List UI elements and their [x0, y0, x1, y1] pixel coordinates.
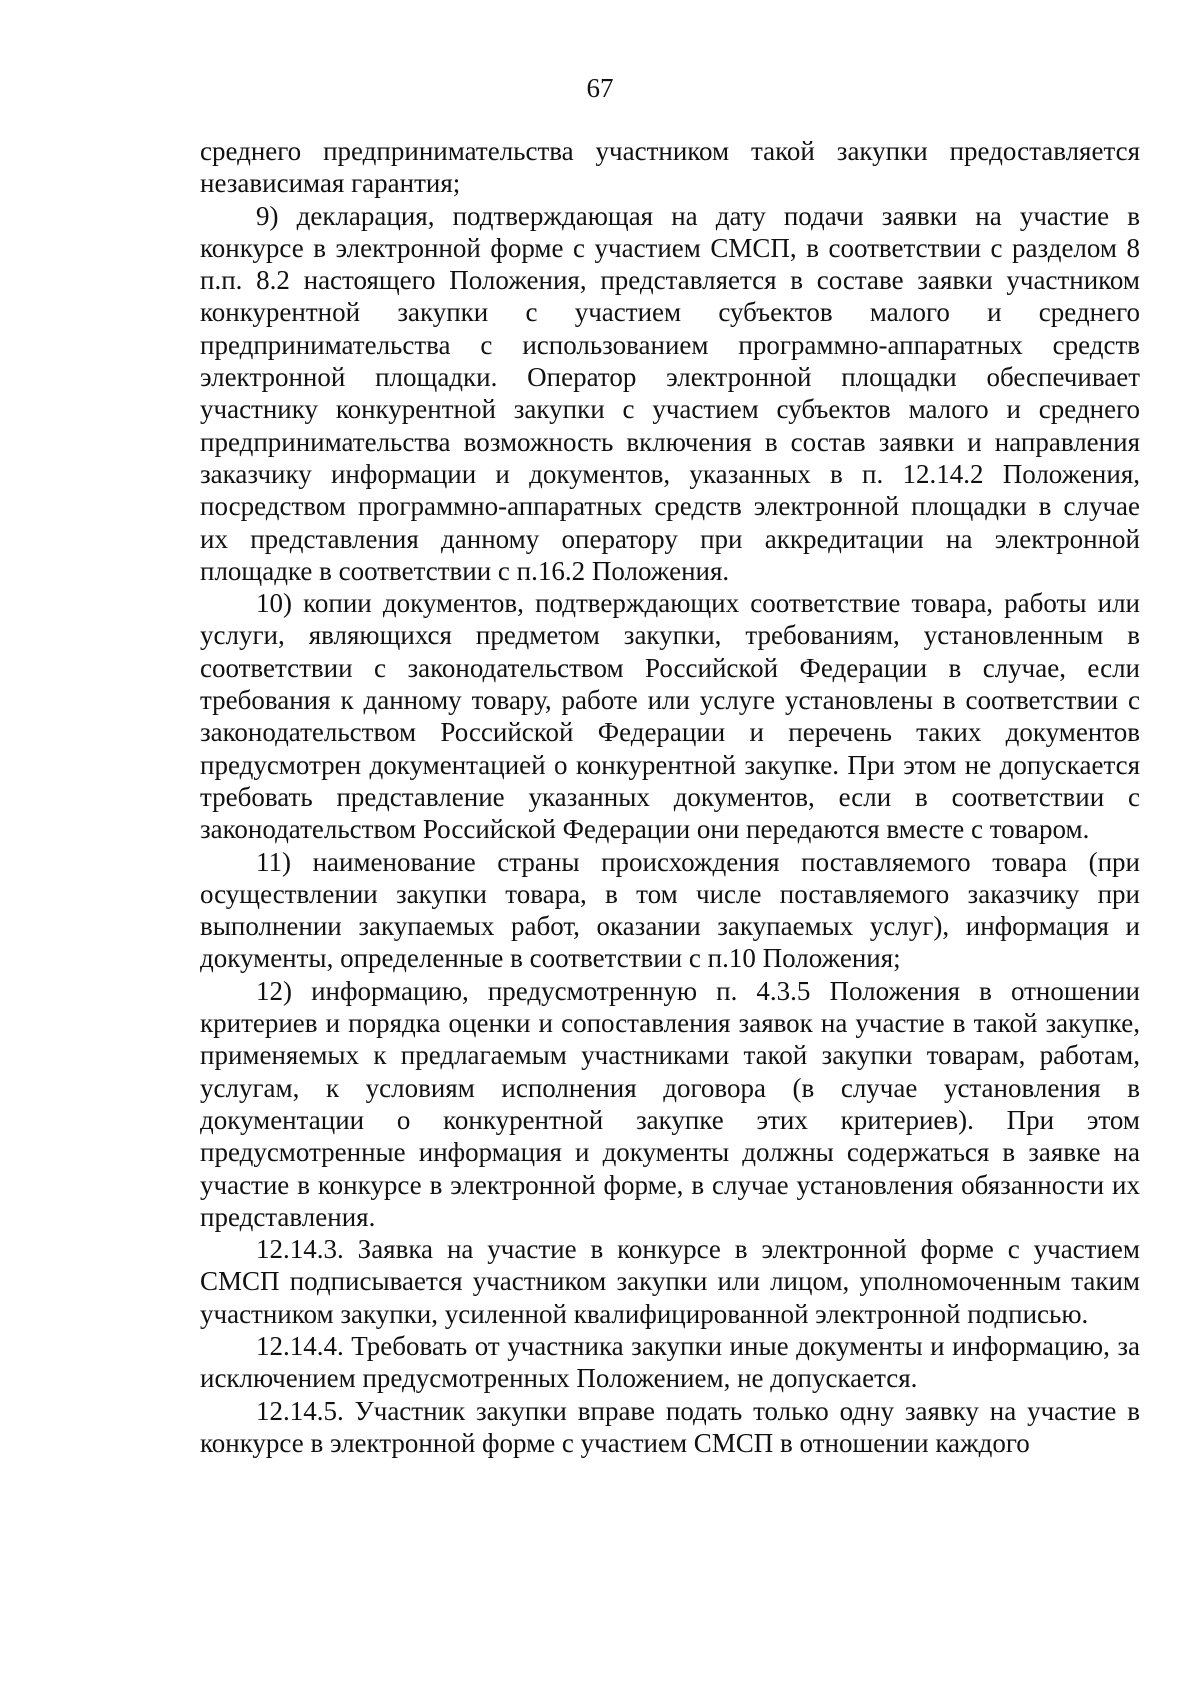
- paragraph-item-12: 12) информацию, предусмотренную п. 4.3.5 Положения в отношении критериев и порядка оценки и сопоставления заявок на участие в такой закупке, применяемых к предлагаемым участниками такой закупки товарам, работам, услугам, к условиям исполнения договора (в случае установления в документации о конкурентной закупке этих критериев). При этом предусмотренные информация и документы должны содержаться в заявке на участие в конкурсе в электронной форме, в случае установления обязанности их представления.: [200, 975, 1140, 1232]
- paragraph-item-11: 11) наименование страны происхождения поставляемого товара (при осуществлении закупки товара, в том числе поставляемого заказчику при выполнении закупаемых работ, оказании закупаемых услуг), информация и документы, определенные в соответствии с п.10 Положения;: [200, 846, 1140, 974]
- paragraph-continuation: среднего предпринимательства участником такой закупки предоставляется независимая гарантия;: [200, 136, 1140, 199]
- paragraph-item-9: 9) декларация, подтверждающая на дату подачи заявки на участие в конкурсе в электронной форме с участием СМСП, в соответствии с разделом 8 п.п. 8.2 настоящего Положения, представляется в составе заявки участником конкурентной закупки с участием субъектов малого и среднего предпринимательства с использованием программно-аппаратных средств электронной площадки. Оператор электронной площадки обеспечивает участнику конкурентной закупки с участием субъектов малого и среднего предпринимательства возможность включения в состав заявки и направления заказчику информации и документов, указанных в п. 12.14.2 Положения, посредством программно-аппаратных средств электронной площадки в случае их представления данному оператору при аккредитации на электронной площадке в соответствии с п.16.2 Положения.: [200, 200, 1140, 586]
- paragraph-12-14-5: 12.14.5. Участник закупки вправе подать только одну заявку на участие в конкурсе в электронной форме с участием СМСП в отношении каждого: [200, 1395, 1140, 1458]
- paragraph-12-14-4: 12.14.4. Требовать от участника закупки иные документы и информацию, за исключением предусмотренных Положением, не допускается.: [200, 1330, 1140, 1394]
- page-number: 67: [586, 73, 614, 103]
- paragraph-item-10: 10) копии документов, подтверждающих соответствие товара, работы или услуги, являющихся предметом закупки, требованиям, установленным в соответствии с законодательством Российской Федерации в случае, если требования к данному товару, работе или услуге установлены в соответствии с законодательством Российской Федерации и перечень таких документов предусмотрен документацией о конкурентной закупке. При этом не допускается требовать представление указанных документов, если в соответствии с законодательством Российской Федерации они передаются вместе с товаром.: [200, 588, 1140, 845]
- document-body: [200, 135, 1140, 1459]
- paragraph-12-14-3: 12.14.3. Заявка на участие в конкурсе в электронной форме с участием СМСП подписывается участником закупки или лицом, уполномоченным таким участником закупки, усиленной квалифицированной электронной подписью.: [200, 1234, 1140, 1329]
